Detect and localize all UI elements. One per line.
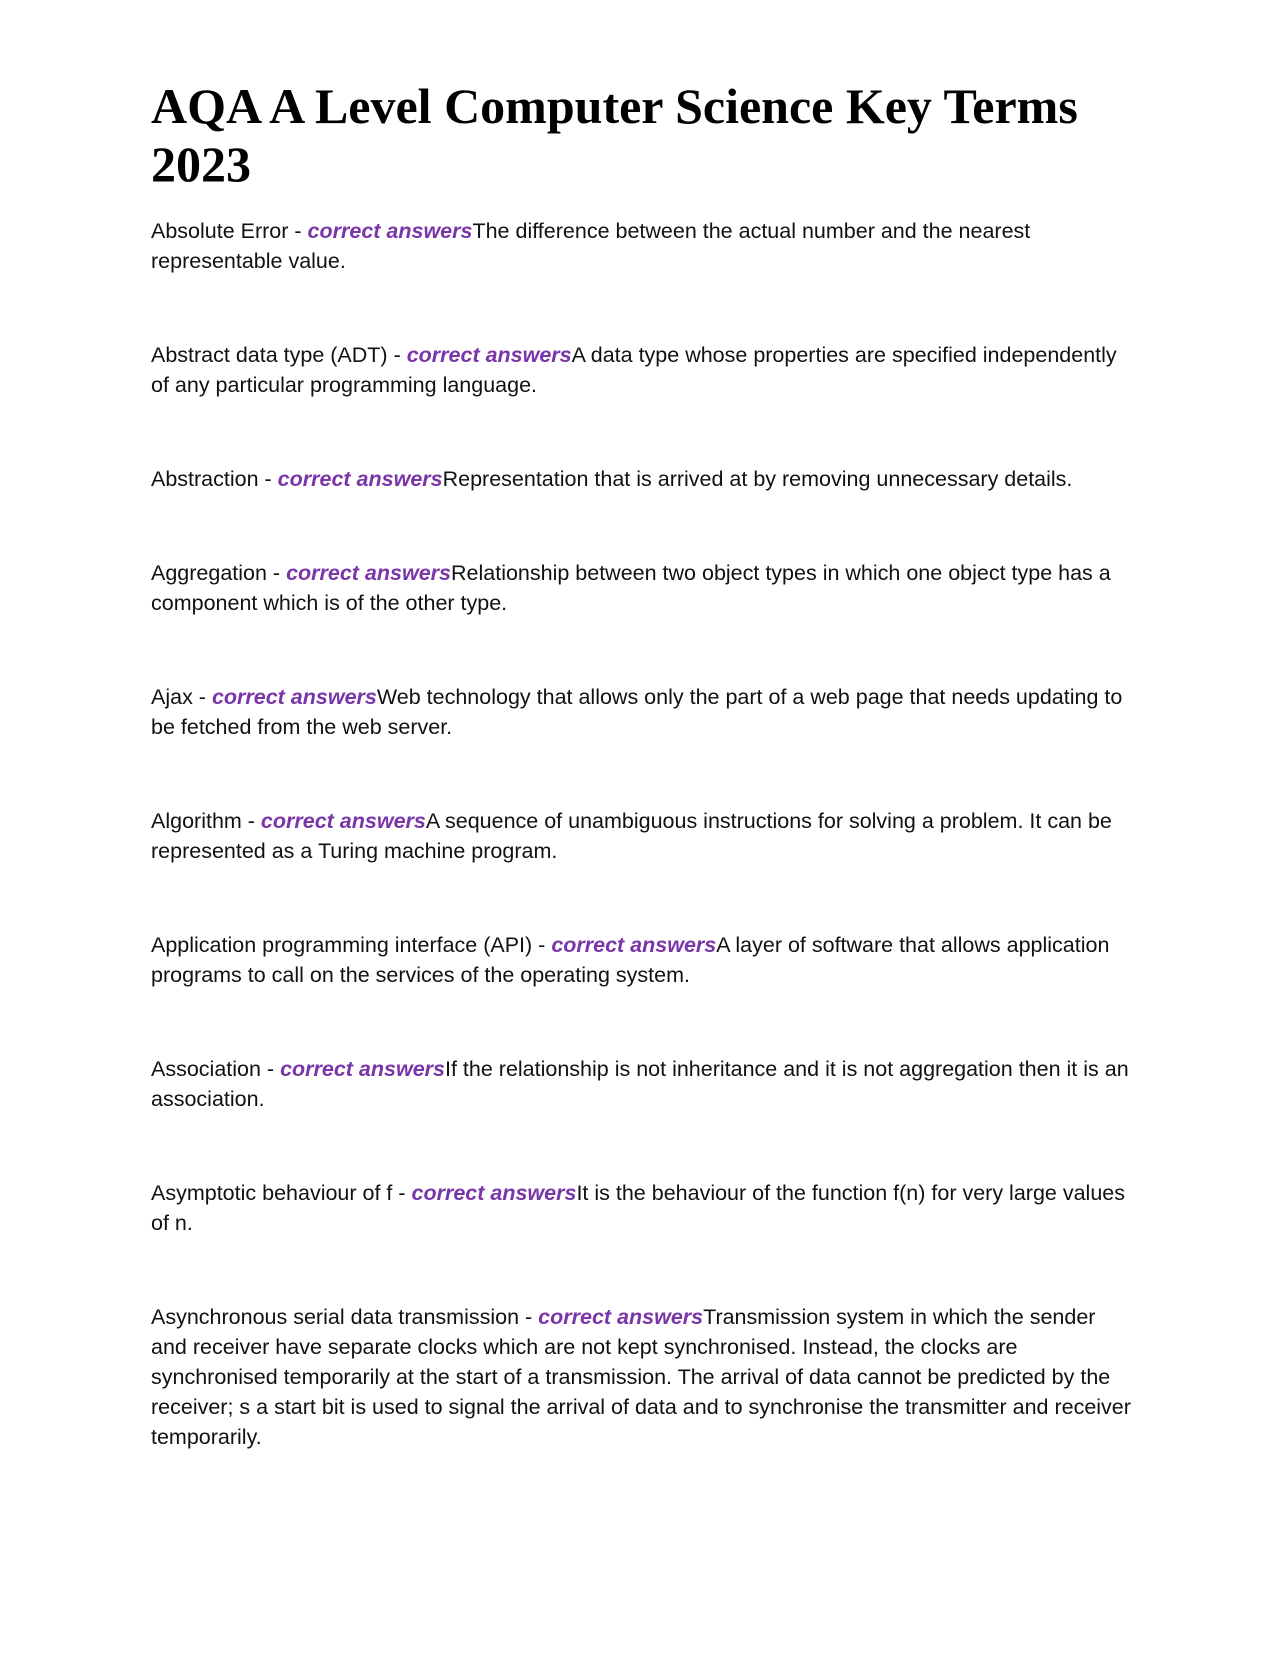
- term: Association: [151, 1057, 261, 1081]
- separator: -: [192, 685, 212, 709]
- term: Abstraction: [151, 467, 259, 491]
- answer-marker: correct answers: [280, 1057, 445, 1081]
- separator: -: [260, 1057, 281, 1081]
- answer-marker: correct answers: [277, 467, 443, 491]
- key-term-entry: [151, 682, 1136, 742]
- term: Aggregation: [151, 561, 267, 585]
- separator: -: [392, 1181, 412, 1205]
- answer-marker: correct answers: [307, 219, 473, 243]
- definition: Representation that is arrived at by removing unnecessary details.: [442, 467, 1073, 491]
- separator: -: [532, 933, 552, 957]
- separator: -: [288, 219, 308, 243]
- term: Algorithm: [151, 809, 242, 833]
- answer-marker: correct answers: [538, 1305, 704, 1329]
- definition: A layer of software that allows application programs to call on the services of the operating system.: [151, 933, 1110, 987]
- key-term-entry: [151, 1054, 1136, 1114]
- term: Ajax: [151, 685, 193, 709]
- definition: A data type whose properties are specified independently of any particular programming language.: [151, 343, 1117, 397]
- answer-marker: correct answers: [260, 809, 426, 833]
- key-term-entry: [151, 216, 1136, 276]
- document-page: [151, 0, 1136, 1516]
- key-term-entry: [151, 464, 1136, 494]
- document-title: AQA A Level Computer Science Key Terms 2023: [151, 78, 1078, 192]
- definition: It is the behaviour of the function f(n) for very large values of n.: [151, 1181, 1125, 1235]
- key-term-entry: [151, 1302, 1136, 1452]
- definition: Relationship between two object types in which one object type has a component which is of the other type.: [151, 561, 1111, 615]
- key-term-entry: [151, 930, 1136, 990]
- separator: -: [258, 467, 278, 491]
- term: Asynchronous serial data transmission: [151, 1305, 520, 1329]
- answer-marker: correct answers: [211, 685, 377, 709]
- term: Asymptotic behaviour of f: [151, 1181, 393, 1205]
- term: Application programming interface (API): [151, 933, 533, 957]
- term: Abstract data type (ADT): [151, 343, 388, 367]
- answer-marker: correct answers: [411, 1181, 577, 1205]
- separator: -: [387, 343, 407, 367]
- key-terms-list: [151, 216, 1136, 1452]
- key-term-entry: [151, 806, 1136, 866]
- definition: Transmission system in which the sender and receiver have separate clocks which are not kept synchronised. Instead, the clocks are synchronised temporarily at the start of a transmission. The arrival of data cannot be predicted by the receiver; s a start bit is used to signal the arrival of data and to synchronise the transmitter and receiver temporarily.: [151, 1305, 1131, 1449]
- separator: -: [519, 1305, 539, 1329]
- answer-marker: correct answers: [406, 343, 572, 367]
- definition: Web technology that allows only the part of a web page that needs updating to be fetched from the web server.: [151, 685, 1123, 739]
- key-term-entry: [151, 1178, 1136, 1238]
- term: Absolute Error: [151, 219, 289, 243]
- key-term-entry: [151, 558, 1136, 618]
- key-term-entry: [151, 340, 1136, 400]
- definition: The difference between the actual number and the nearest representable value.: [151, 219, 1031, 273]
- answer-marker: correct answers: [551, 933, 717, 957]
- definition: A sequence of unambiguous instructions for solving a problem. It can be represented as a Turing machine program.: [151, 809, 1112, 863]
- separator: -: [241, 809, 261, 833]
- definition: If the relationship is not inheritance and it is not aggregation then it is an association.: [151, 1057, 1129, 1111]
- separator: -: [266, 561, 287, 585]
- answer-marker: correct answers: [286, 561, 451, 585]
